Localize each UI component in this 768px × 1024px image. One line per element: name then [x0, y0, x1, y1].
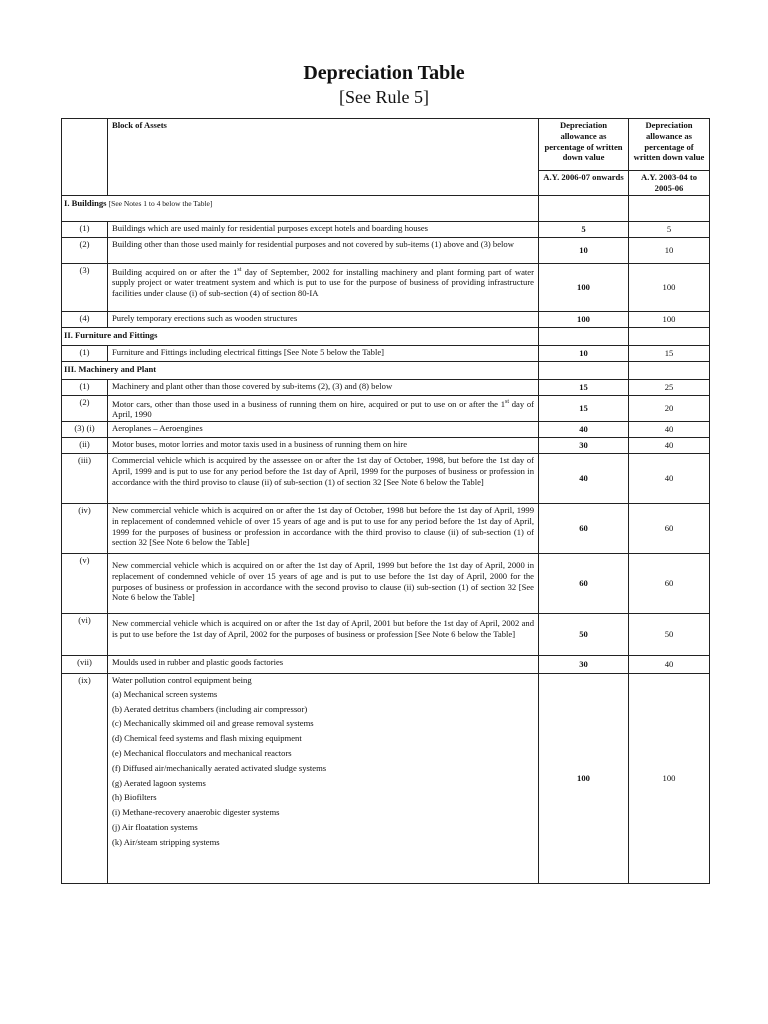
list-item: (a) Mechanical screen systems [112, 688, 218, 699]
rate-new: 10 [539, 237, 629, 263]
table-row [62, 237, 710, 263]
empty-cell [539, 361, 629, 379]
list-item: (h) Biofilters [112, 792, 157, 803]
item-number: (iii) [62, 454, 108, 504]
item-description: Aeroplanes – Aeroengines [108, 422, 539, 438]
item-number: (iv) [62, 504, 108, 554]
list-item: (c) Mechanically skimmed oil and grease removal systems [112, 718, 314, 729]
rate-old: 25 [629, 379, 710, 395]
rate-new: 40 [539, 422, 629, 438]
item-description [108, 674, 539, 884]
item-description: Motor buses, motor lorries and motor taxis used in a business of running them on hire [108, 438, 539, 454]
rate-old: 100 [629, 311, 710, 327]
rate-new: 15 [539, 379, 629, 395]
page-subtitle: [See Rule 5] [339, 87, 429, 107]
item-number: (1) [62, 221, 108, 237]
section-row-machinery [62, 361, 710, 379]
item-number: (v) [62, 554, 108, 614]
header-blank-cell [62, 119, 108, 196]
rate-new: 40 [539, 454, 629, 504]
item-number: (3) [62, 263, 108, 311]
depreciation-new-header: Depreciation allowance as percentage of written down value [539, 119, 629, 171]
table-row [62, 221, 710, 237]
rate-old: 50 [629, 614, 710, 656]
section-note: [See Notes 1 to 4 below the Table] [108, 198, 213, 208]
empty-cell [539, 327, 629, 345]
section-heading-furniture: II. Furniture and Fittings [62, 327, 539, 345]
year-old-header: A.Y. 2003-04 to 2005-06 [629, 171, 710, 196]
item-number: (vii) [62, 656, 108, 674]
rate-new: 5 [539, 221, 629, 237]
item-description: Building acquired on or after the 1st day of September, 2002 for installing machinery and plant forming part of water supply project or water treatment system and which is put to use for the purpose of business of providing infrastructure facilities under clause (i) of sub-section (4) of section 80-IA [108, 263, 539, 311]
depreciation-table [61, 118, 710, 884]
table-row [62, 345, 710, 361]
item-description: Commercial vehicle which is acquired by the assessee on or after the 1st day of October, 1998, but before the 1st day of April, 1999 and is put to use for any period before the 1st day of April, 1999 for the purposes of business or profession in accordance with the third proviso to clause (ii) of sub-section (1) of section 32 [See Note 6 below the Table] [108, 454, 539, 504]
table-row [62, 422, 710, 438]
rate-old: 20 [629, 395, 710, 421]
rate-new: 50 [539, 614, 629, 656]
item-number: (ii) [62, 438, 108, 454]
empty-cell [539, 195, 629, 221]
empty-cell [629, 327, 710, 345]
rate-old: 40 [629, 438, 710, 454]
rate-new: 100 [539, 311, 629, 327]
table-row [62, 554, 710, 614]
depreciation-old-header: Depreciation allowance as percentage of written down value [629, 119, 710, 171]
list-item: (i) Methane-recovery anaerobic digester systems [112, 807, 280, 818]
rate-new: 100 [539, 674, 629, 884]
rate-old: 60 [629, 554, 710, 614]
item-number: (ix) [62, 674, 108, 884]
rate-old: 100 [629, 263, 710, 311]
section-row-buildings [62, 195, 710, 221]
rate-new: 60 [539, 554, 629, 614]
list-item: (g) Aerated lagoon systems [112, 777, 206, 788]
item-description: New commercial vehicle which is acquired on or after the 1st day of April, 2001 but before the 1st day of April, 2002 and is put to use before the 1st day of April, 2002 for the purposes of business or profession [See Note 6 below the Table] [108, 614, 539, 656]
table-row [62, 656, 710, 674]
item-number: (2) [62, 237, 108, 263]
table-row [62, 454, 710, 504]
item-description: Moulds used in rubber and plastic goods factories [108, 656, 539, 674]
rate-old: 10 [629, 237, 710, 263]
list-item: (f) Diffused air/mechanically aerated activated sludge systems [112, 762, 327, 773]
item-description: Furniture and Fittings including electrical fittings [See Note 5 below the Table] [108, 345, 539, 361]
table-row [62, 438, 710, 454]
list-item: (k) Air/steam stripping systems [112, 836, 220, 847]
table-row [62, 614, 710, 656]
rate-old: 5 [629, 221, 710, 237]
rate-old: 40 [629, 422, 710, 438]
item-description: Building other than those used mainly for residential purposes and not covered by sub-items (1) above and (3) below [108, 237, 539, 263]
rate-new: 60 [539, 504, 629, 554]
rate-new: 10 [539, 345, 629, 361]
rate-old: 15 [629, 345, 710, 361]
section-heading-buildings [62, 195, 539, 221]
rate-new: 15 [539, 395, 629, 421]
item-number: (vi) [62, 614, 108, 656]
rate-new: 30 [539, 656, 629, 674]
table-header-row [62, 119, 710, 171]
table-row [62, 311, 710, 327]
list-item: (e) Mechanical flocculators and mechanical reactors [112, 748, 292, 759]
section-row-furniture [62, 327, 710, 345]
item-number: (3) (i) [62, 422, 108, 438]
rate-old: 40 [629, 656, 710, 674]
table-row [62, 504, 710, 554]
section-label: I. Buildings [64, 197, 107, 208]
item-description: New commercial vehicle which is acquired on or after the 1st day of October, 1998 but before the 1st day of April, 1999 in replacement of condemned vehicle of over 15 years of age and is put to use for any period before the 1st day of April, 1999 for the purposes of business or profession in accordance with the third proviso to clause (ii) of sub-section (1) of section 32 [See Note 6 below the Table] [108, 504, 539, 554]
item-number: (1) [62, 379, 108, 395]
item-description: Purely temporary erections such as wooden structures [108, 311, 539, 327]
rate-old: 100 [629, 674, 710, 884]
block-of-assets-header: Block of Assets [108, 119, 539, 196]
table-row [62, 263, 710, 311]
rate-new: 30 [539, 438, 629, 454]
table-row [62, 395, 710, 421]
table-row-water-pollution [62, 674, 710, 884]
empty-cell [629, 361, 710, 379]
year-new-header: A.Y. 2006-07 onwards [539, 171, 629, 196]
rate-new: 100 [539, 263, 629, 311]
empty-cell [629, 195, 710, 221]
rate-old: 40 [629, 454, 710, 504]
item-description: New commercial vehicle which is acquired on or after the 1st day of April, 1999 but before the 1st day of April, 2000 in replacement of condemned vehicle of over 15 years of age and is put to use before the 1st day of April, 2000 for the purposes of business or profession in accordance with the second proviso to clause (ii) sub-section (1) of section 32 [See Note 6 below the Table] [108, 554, 539, 614]
item-description: Machinery and plant other than those covered by sub-items (2), (3) and (8) below [108, 379, 539, 395]
item-description: Buildings which are used mainly for residential purposes except hotels and boarding houses [108, 221, 539, 237]
item-description: Motor cars, other than those used in a business of running them on hire, acquired or put to use on or after the 1st day of April, 1990 [108, 395, 539, 421]
item-number: (4) [62, 311, 108, 327]
table-row [62, 379, 710, 395]
water-pollution-intro: Water pollution control equipment being [112, 675, 252, 686]
section-heading-machinery: III. Machinery and Plant [62, 361, 539, 379]
list-item: (d) Chemical feed systems and flash mixing equipment [112, 733, 302, 744]
list-item: (b) Aerated detritus chambers (including air compressor) [112, 703, 308, 714]
list-item: (j) Air floatation systems [112, 822, 198, 833]
item-number: (2) [62, 395, 108, 421]
item-number: (1) [62, 345, 108, 361]
rate-old: 60 [629, 504, 710, 554]
page-title: Depreciation Table [303, 62, 465, 84]
